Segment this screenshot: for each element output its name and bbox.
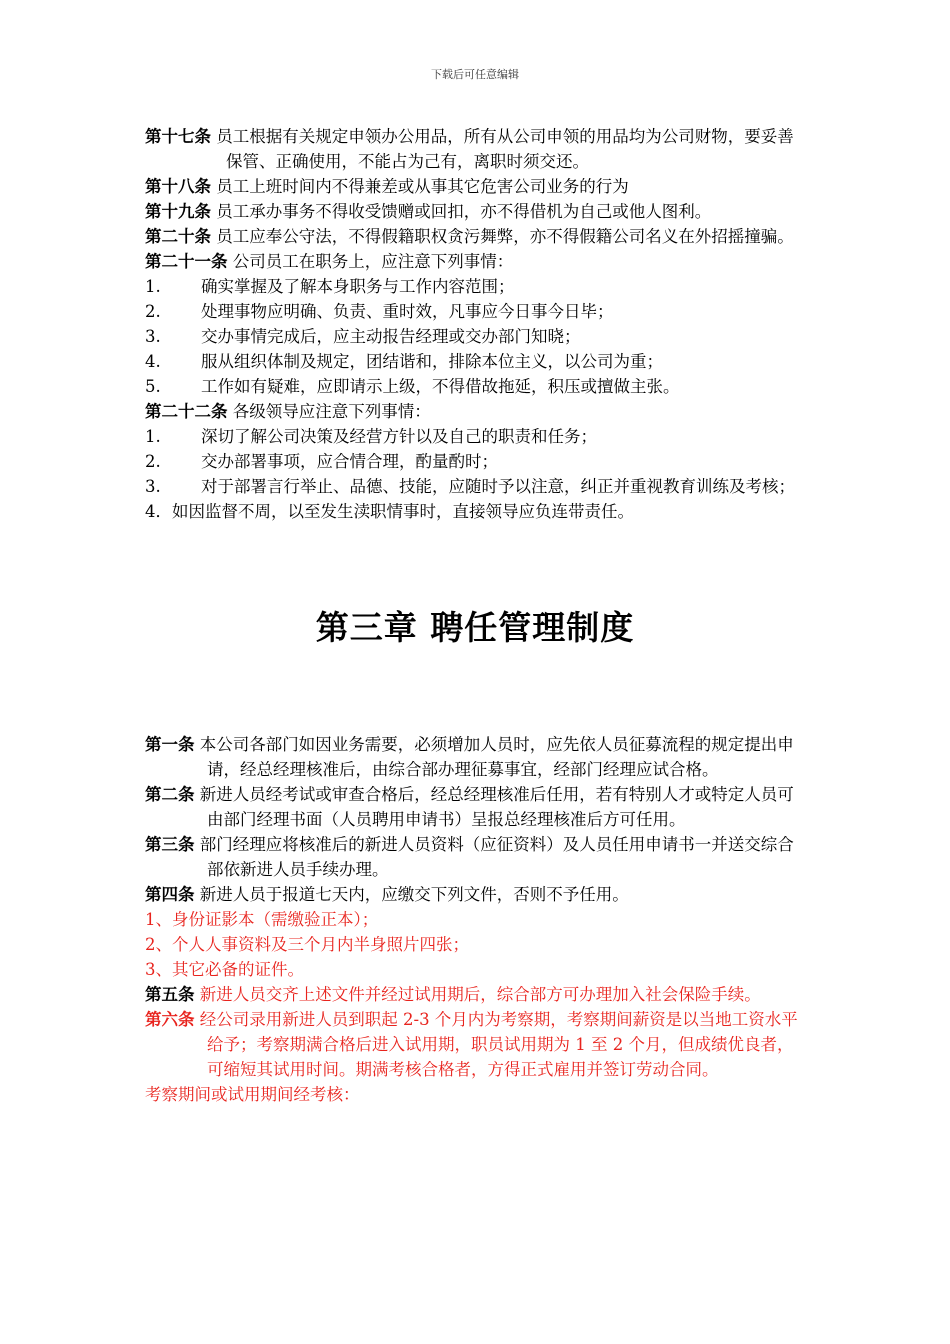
article-1 (145, 732, 807, 782)
article-label: 第二十一条 (145, 252, 228, 271)
closing-line: 考察期间或试用期间经考核： (145, 1085, 360, 1104)
item-text: 工作如有疑难，应即请示上级，不得借故拖延，积压或擅做主张。 (201, 377, 680, 396)
item-number: 2. (145, 452, 161, 471)
document-item: 1、身份证影本（需缴验正本）； (145, 910, 379, 929)
section-hiring (145, 732, 807, 1107)
article-text: 员工承办事务不得收受馈赠或回扣，亦不得借机为自己或他人图利。 (211, 202, 712, 221)
list-item (145, 374, 807, 399)
chapter-title: 第三章 聘任管理制度 (315, 608, 635, 647)
article-text: 经公司录用新进人员到职起 2-3 个月内为考察期，考察期间薪资是以当地工资水平给予；考察期满合格后进入试用期，职员试用期为 1 至 2 个月，但成绩优良者，可缩短其试用时间。期满考核合格者，方得正式雇用并签订劳动合同。 (194, 1010, 798, 1079)
article-18 (145, 174, 807, 199)
article-label: 第四条 (145, 885, 195, 904)
article-text: 公司员工在职务上，应注意下列事情： (227, 252, 514, 271)
article-label: 第十八条 (145, 177, 211, 196)
item-number: 3. (145, 327, 161, 346)
item-text: 确实掌握及了解本身职务与工作内容范围； (201, 277, 515, 296)
article-17 (145, 124, 807, 174)
article-label: 第二十二条 (145, 402, 228, 421)
item-number: 2. (145, 302, 161, 321)
document-item: 2、个人人事资料及三个月内半身照片四张； (145, 935, 469, 954)
article-21 (145, 249, 807, 274)
article-19 (145, 199, 807, 224)
article-text: 各级领导应注意下列事情： (227, 402, 431, 421)
article-2 (145, 782, 807, 832)
article-text: 新进人员经考试或审查合格后，经总经理核准后任用，若有特别人才或特定人员可由部门经理书面（人员聘用申请书）呈报总经理核准后方可任用。 (194, 785, 794, 829)
article-4 (145, 882, 807, 907)
item-number: 5. (145, 377, 161, 396)
article-20 (145, 224, 807, 249)
section-employee-conduct (145, 124, 807, 524)
item-text: 服从组织体制及规定，团结谐和，排除本位主义，以公司为重； (201, 352, 663, 371)
article-22 (145, 399, 807, 424)
page-header: 下载后可任意编辑 (431, 68, 519, 81)
list-item (145, 474, 807, 499)
article-text: 员工应奉公守法，不得假籍职权贪污舞弊，亦不得假籍公司名义在外招摇撞骗。 (211, 227, 794, 246)
item-text: 对于部署言行举止、品德、技能，应随时予以注意，纠正并重视教育训练及考核； (201, 477, 795, 496)
article-text: 新进人员交齐上述文件并经过试用期后，综合部方可办理加入社会保险手续。 (194, 985, 761, 1004)
article-text: 新进人员于报道七天内，应缴交下列文件，否则不予任用。 (194, 885, 629, 904)
article-label: 第五条 (145, 985, 195, 1004)
list-item (145, 274, 807, 299)
item-text: 交办部署事项，应合情合理，酌量酌时； (201, 452, 498, 471)
article-5 (145, 982, 807, 1007)
article-label: 第三条 (145, 835, 195, 854)
list-item (145, 349, 807, 374)
article-text: 本公司各部门如因业务需要，必须增加人员时，应先依人员征募流程的规定提出申请，经总经理核准后，由综合部办理征募事宜，经部门经理应试合格。 (194, 735, 794, 779)
article-text: 员工上班时间内不得兼差或从事其它危害公司业务的行为 (211, 177, 629, 196)
item-number: 1. (145, 427, 161, 446)
list-item (145, 299, 807, 324)
item-text: 交办事情完成后，应主动报告经理或交办部门知晓； (201, 327, 581, 346)
article-label: 第十九条 (145, 202, 211, 221)
article-text: 员工根据有关规定申领办公用品，所有从公司申领的用品均为公司财物，要妥善保管、正确使用，不能占为己有，离职时须交还。 (211, 127, 794, 171)
article-6 (145, 1007, 807, 1082)
article-text: 部门经理应将核准后的新进人员资料（应征资料）及人员任用申请书一并送交综合部依新进人员手续办理。 (194, 835, 794, 879)
article-label: 第十七条 (145, 127, 211, 146)
article-label: 第二条 (145, 785, 195, 804)
item-text: 深切了解公司决策及经营方针以及自己的职责和任务； (201, 427, 597, 446)
list-item (145, 449, 807, 474)
article-label: 第一条 (145, 735, 195, 754)
article-label: 第六条 (145, 1010, 195, 1029)
article-3 (145, 832, 807, 882)
item-text: 处理事物应明确、负责、重时效，凡事应今日事今日毕； (201, 302, 614, 321)
list-item (145, 324, 807, 349)
item-number: 3. (145, 477, 161, 496)
list-item: 4．如因监督不周，以至发生渎职情事时，直接领导应负连带责任。 (145, 502, 634, 521)
article-label: 第二十条 (145, 227, 211, 246)
item-number: 4. (145, 352, 161, 371)
item-number: 1. (145, 277, 161, 296)
document-item: 3、其它必备的证件。 (145, 960, 304, 979)
list-item (145, 424, 807, 449)
